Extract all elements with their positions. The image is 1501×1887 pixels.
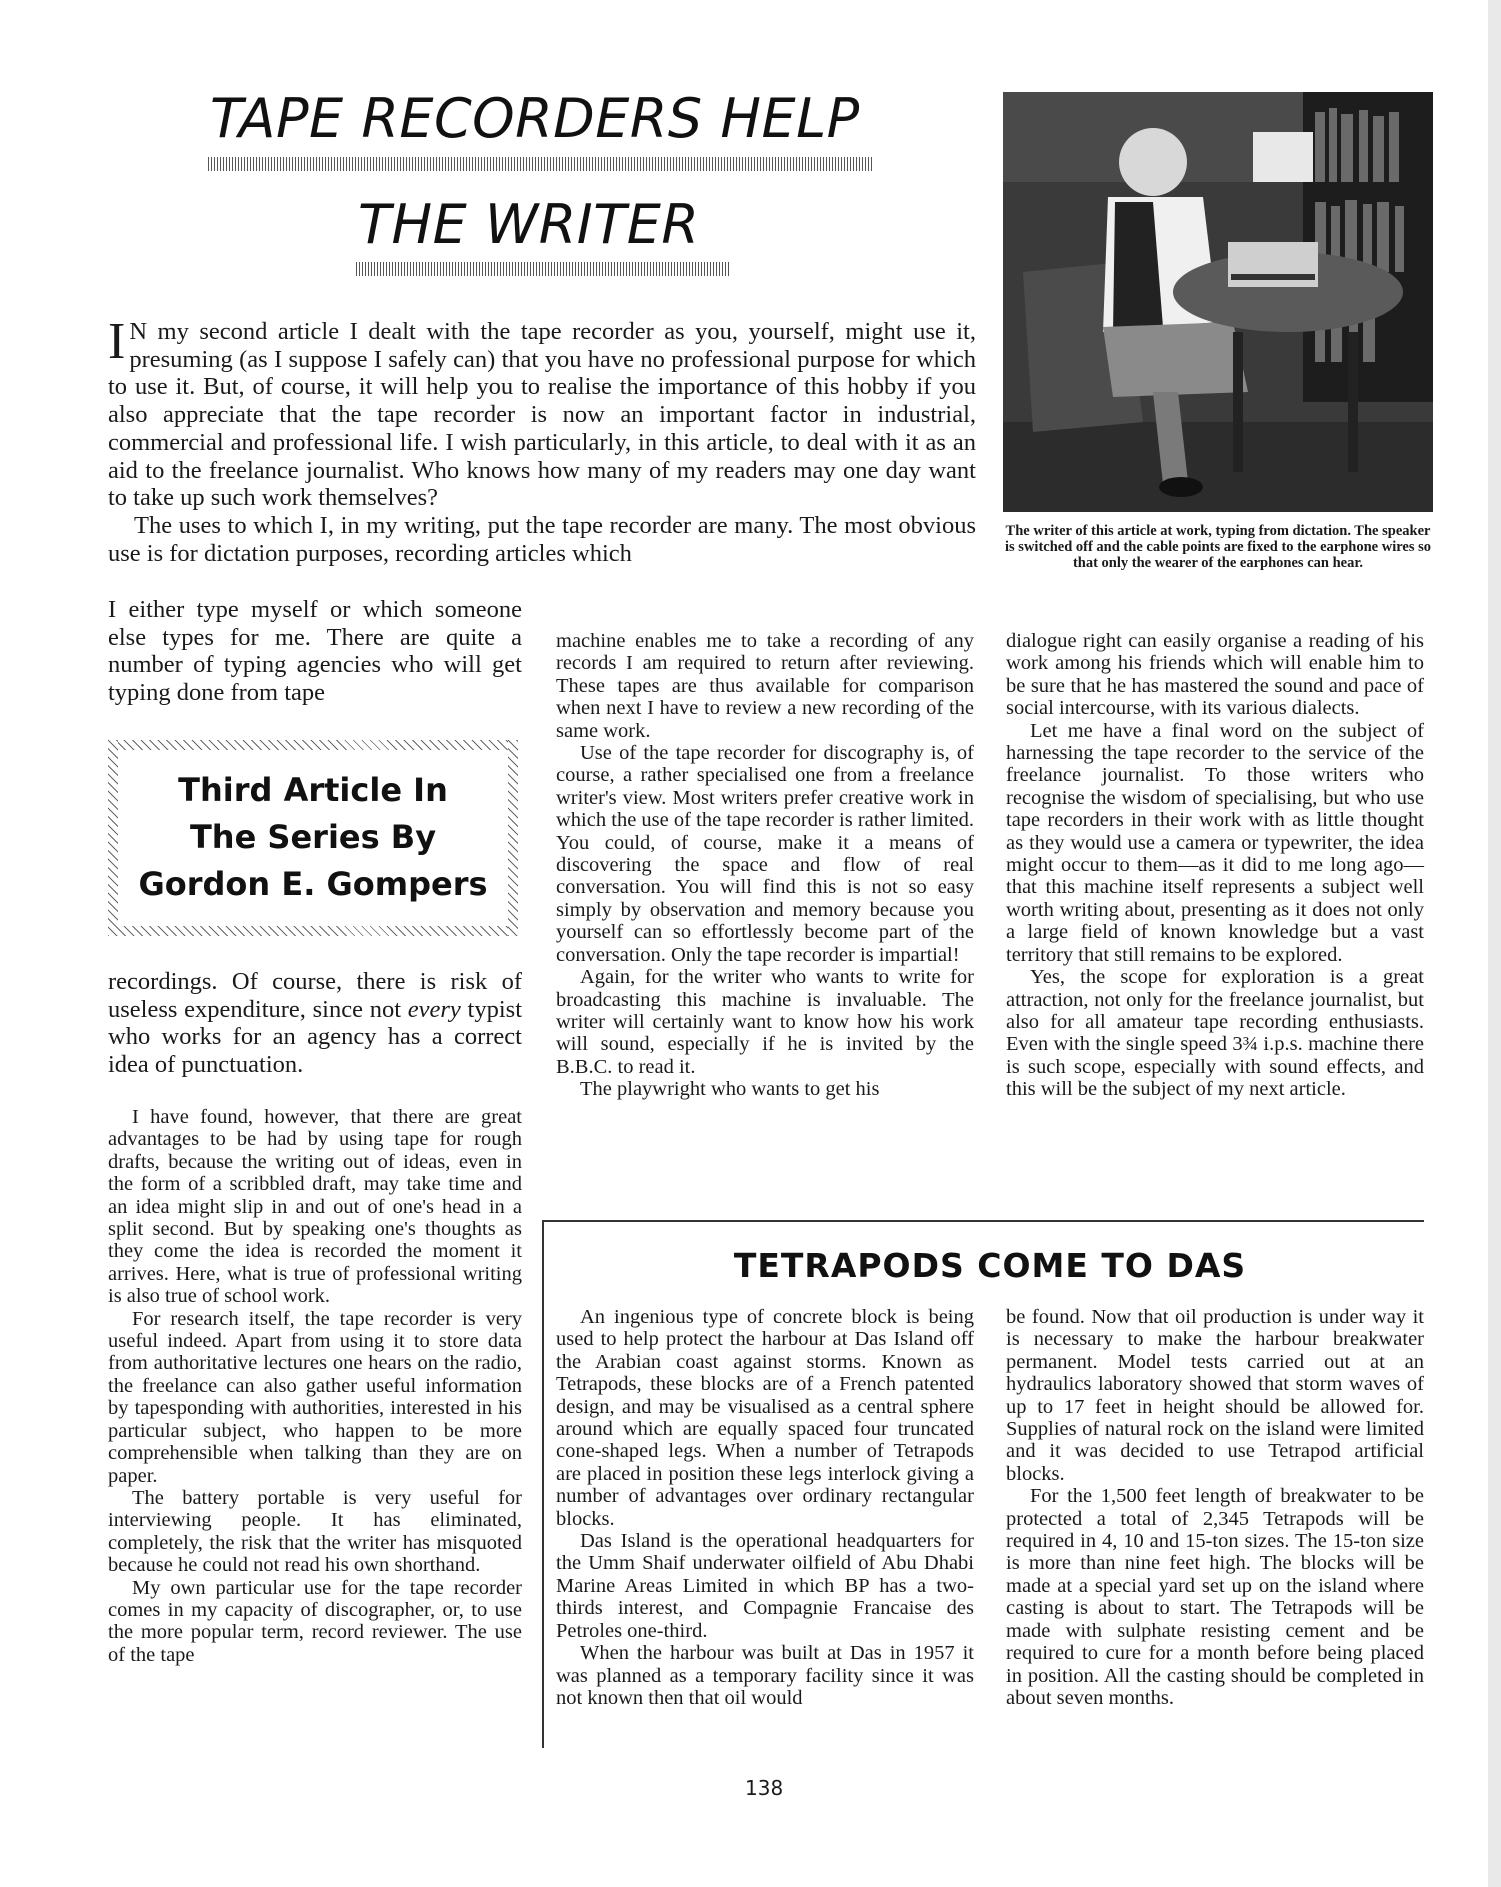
tetrapods-right-column <box>1006 1306 1424 1709</box>
series-box-border-bottom <box>108 926 518 936</box>
col2-paragraph-2: Use of the tape recorder for discography is, of course, a rather specialised one from a freelance writer's view. Most writers prefer creative work in which the use of the tape recorder is rather limited. You could, of course, make it a means of discovering the space and flow of real conversation. You will find this is not so easy simply by observation and memory because you yourself can so effortlessly become part of the conversation. Only the tape recorder is impartial! <box>556 742 974 966</box>
col2-paragraph-1: machine enables me to take a recording of any records I am required to return after reviewing. These tapes are thus available for comparison when next I have to review a new recording of the same work. <box>556 630 974 742</box>
intro-paragraph-1-text: N my second article I dealt with the tape recorder as you, yourself, might use it, presuming (as I suppose I safely can) that you have no professional purpose for which to use it. But, of course, it will help you to realise the importance of this hobby if you also appreciate that the tape recorder is now an important factor in industrial, commercial and professional life. I wish particularly, in this article, to deal with it as an aid to the freelance journalist. Who knows how many of my readers may one day want to take up such work themselves? <box>108 318 976 512</box>
tetrapods-right-paragraph-2: For the 1,500 feet length of breakwater to be protected a total of 2,345 Tetrapods will be required in 4, 10 and 15-ton sizes. The 15-ton size is more than nine feet high. The blocks will be made at a special yard set up on the island where casting is about to start. The Tetrapods will be made with sulphate resisting cement and be required to cure for a month before being placed in position. All the casting should be completed in about seven months. <box>1006 1485 1424 1709</box>
series-line-1: Third Article In <box>178 771 448 809</box>
col3-paragraph-1: dialogue right can easily organise a reading of his work among his friends which will enable him to be sure that he has mastered the sound and pace of social intercourse, with its various dialects. <box>1006 630 1424 720</box>
col1-mid-every: every <box>407 995 461 1023</box>
series-line-2: The Series By <box>189 818 437 856</box>
tetrapods-left-paragraph-2: Das Island is the operational headquarters for the Umm Shaif underwater oilfield of Abu Dhabi Marine Areas Limited in which BP has a two-thirds interest, and Compagnie Francaise des Petroles one-third. <box>556 1530 974 1642</box>
col1-paragraph-2: For research itself, the tape recorder is very useful indeed. Apart from using it to store data from authoritative lectures one hears on the radio, the freelance can also gather useful information by tapesponding with authorities, interested in his particular subject, who happen to be more comprehensible when talking than they are on paper. <box>108 1307 522 1487</box>
intro-paragraph-2: The uses to which I, in my writing, put the tape recorder are many. The most obvious use is for dictation purposes, recording articles which <box>108 511 976 567</box>
tetrapods-left-rule <box>542 1220 544 1748</box>
col2-text <box>556 630 974 1101</box>
col1-mid-text <box>108 968 522 1079</box>
series-box <box>108 740 518 936</box>
col2-paragraph-4: The playwright who wants to get his <box>580 1078 880 1101</box>
photo-illustration <box>1003 92 1433 512</box>
series-line-3: Gordon E. Gompers <box>138 865 488 903</box>
intro-paragraph-1 <box>108 313 976 512</box>
page-edge <box>1488 0 1501 1887</box>
col3-paragraph-3: Yes, the scope for exploration is a great attraction, not only for the freelance journalist, but also for all amateur tape recording enthusiasts. Even with the single speed 3¾ i.p.s. machine there is such scope, especially with sound effects, and this will be the subject of my next article. <box>1006 966 1424 1101</box>
col1-mid-a: recordings. Of course, there is risk of useless expenditure, since not <box>108 968 522 1023</box>
col1-lower-text <box>108 1106 522 1666</box>
col1-paragraph-4: My own particular use for the tape recorder comes in my capacity of discographer, or, to use the more popular term, record reviewer. The use of the tape <box>108 1576 522 1666</box>
col1-paragraph-3: The battery portable is very useful for interviewing people. It has eliminated, completely, the risk that the writer has misquoted because he could not read his own shorthand. <box>108 1486 522 1577</box>
tetrapods-left-paragraph-1: An ingenious type of concrete block is being used to help protect the harbour at Das Island off the Arabian coast against storms. Known as Tetrapods, these blocks are of a French patented design, and may be visualised as a central sphere around which are equally spaced four truncated cone-shaped legs. When a number of Tetrapods are placed in position these legs interlock giving a number of advantages over ordinary rectangular blocks. <box>556 1306 974 1530</box>
title-underline-1 <box>208 157 874 171</box>
tetrapods-left-column <box>556 1306 974 1709</box>
title-line-2: THE WRITER <box>358 193 700 256</box>
photo-writer-at-work <box>1003 92 1433 512</box>
tetrapods-right-paragraph-1: be found. Now that oil production is under way it is necessary to make the harbour breakwater permanent. Model tests carried out at an hydraulics laboratory showed that storm waves of up to 17 feet in height should be allowed for. Supplies of natural rock on the island were limited and it was decided to use Tetrapod artificial blocks. <box>1006 1306 1424 1485</box>
col2-paragraph-3: Again, for the writer who wants to write for broadcasting this machine is invaluable. The writer will certainly want to know how his work will sound, especially if he is invited by the B.B.C. to read it. <box>556 966 974 1078</box>
col1-top-text: I either type myself or which someone else types for me. There are quite a number of typing agencies who will get typing done from tape <box>108 596 522 707</box>
series-box-border-right <box>508 740 518 936</box>
col1-paragraph-1: I have found, however, that there are great advantages to be had by using tape for rough drafts, because the writing out of ideas, even in the form of a scribbled draft, may take time and an idea might slip in and out of one's head in a split second. But by speaking one's thoughts as they come the idea is recorded the moment it arrives. Here, what is true of professional writing is also true of school work. <box>108 1106 522 1308</box>
drop-cap: I <box>108 313 126 370</box>
series-box-border-left <box>108 740 118 936</box>
tetrapods-title: TETRAPODS COME TO DAS <box>733 1246 1247 1285</box>
tetrapods-left-paragraph-3: When the harbour was built at Das in 1957 it was planned as a temporary facility since it was not known then that oil would <box>556 1642 974 1709</box>
article-intro <box>108 313 976 567</box>
col3-text <box>1006 630 1424 1101</box>
col3-paragraph-2: Let me have a final word on the subject of harnessing the tape recorder to the service of the freelance journalist. To those writers who recognise the wisdom of specialising, but who use tape recorders in their work with as little thought as they would use a camera or typewriter, the idea might occur to them—as it did to me long ago—that this machine itself represents a subject well worth writing about, presenting as it does not only a large field of known knowledge but a vast territory that still remains to be explored. <box>1006 719 1424 966</box>
series-box-border-top <box>108 740 518 750</box>
title-underline-2 <box>356 262 729 276</box>
title-line-1: TAPE RECORDERS HELP <box>210 87 860 150</box>
photo-caption: The writer of this article at work, typing from dictation. The speaker is switched off and the cable points are fixed to the earphone wires so that only the wearer of the earphones can hear. <box>1005 523 1431 571</box>
col1-mid-b: typist who works for an agency has a correct idea of punctuation. <box>108 995 523 1079</box>
series-box-text <box>118 767 508 908</box>
tetrapods-top-rule <box>542 1220 1424 1222</box>
page-number: 138 <box>745 1776 784 1800</box>
